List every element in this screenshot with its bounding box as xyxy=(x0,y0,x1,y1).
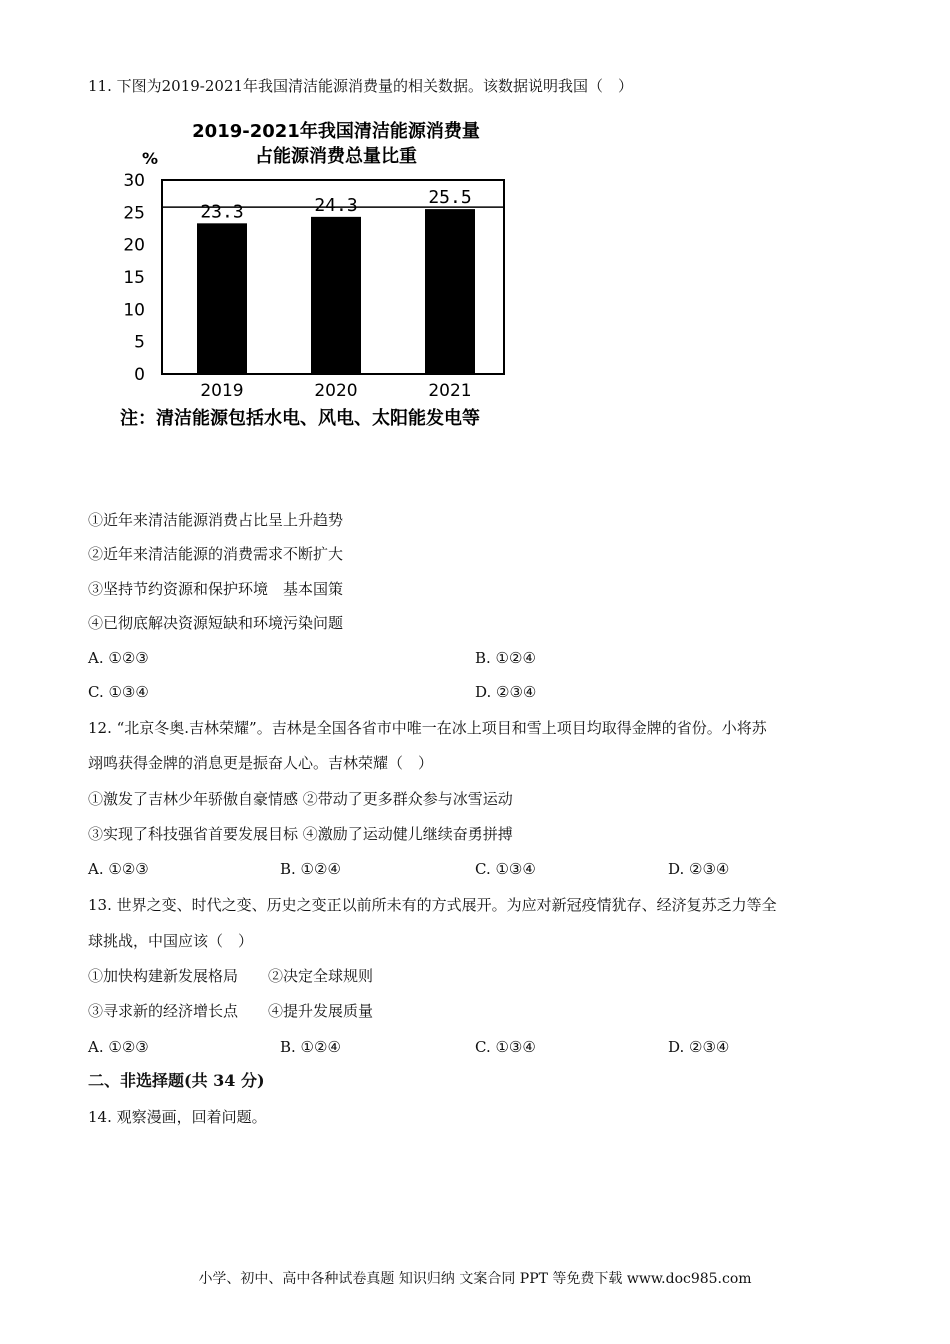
question-13-stem-line2: 球挑战，中国应该（ ） xyxy=(88,932,254,950)
y-tick-label: 0 xyxy=(134,365,145,385)
question-12-stem-line1: 12. “北京冬奥.吉林荣耀”。吉林是全国各省市中唯一在冰上项目和雪上项目均取得金牌的省份。小将苏 xyxy=(88,719,767,737)
q12-option-a: A. ①②③ xyxy=(88,860,149,878)
q13-items-line1: ①加快构建新发展格局 ②决定全球规则 xyxy=(88,967,374,985)
q12-option-d: D. ②③④ xyxy=(668,860,730,878)
bar-2020 xyxy=(311,217,361,374)
q12-items-line1: ①激发了吉林少年骄傲自豪情感 ②带动了更多群众参与冰雪运动 xyxy=(88,790,513,808)
y-tick-label: 25 xyxy=(123,203,145,224)
q11-option-c: C. ①③④ xyxy=(88,683,149,701)
q13-option-a: A. ①②③ xyxy=(88,1038,149,1056)
q12-option-b: B. ①②④ xyxy=(280,860,341,878)
question-11-stem: 11. 下图为2019-2021年我国清洁能源消费量的相关数据。该数据说明我国（ ） xyxy=(88,77,634,95)
bar-2019 xyxy=(197,223,247,374)
y-tick-label: 15 xyxy=(123,268,145,288)
q11-option-d: D. ②③④ xyxy=(475,683,537,701)
bar-value-label: 25.5 xyxy=(428,187,472,209)
chart-title-line2: 占能源消费总量比重 xyxy=(255,146,417,167)
x-tick-label: 2021 xyxy=(428,381,472,401)
y-tick-label: 30 xyxy=(123,171,145,191)
chart-note: 注：清洁能源包括水电、风电、太阳能发电等 xyxy=(120,408,480,429)
x-tick-label: 2020 xyxy=(314,381,358,401)
q11-option-a: A. ①②③ xyxy=(88,649,149,667)
q13-items-line2: ③寻求新的经济增长点 ④提升发展质量 xyxy=(88,1002,374,1020)
bar-value-label: 23.3 xyxy=(200,201,244,223)
q13-option-b: B. ①②④ xyxy=(280,1038,341,1056)
y-tick-label: 10 xyxy=(123,300,145,321)
q11-item-2: ②近年来清洁能源的消费需求不断扩大 xyxy=(88,545,344,563)
y-tick-label: 20 xyxy=(123,235,145,256)
question-13-stem-line1: 13. 世界之变、时代之变、历史之变正以前所未有的方式展开。为应对新冠疫情犹存、经济复苏乏力等全 xyxy=(88,896,777,914)
q13-option-d: D. ②③④ xyxy=(668,1038,730,1056)
q11-item-4: ④已彻底解决资源短缺和环境污染问题 xyxy=(88,614,344,632)
question-12-stem-line2: 翊鸣获得金牌的消息更是振奋人心。吉林荣耀（ ） xyxy=(88,754,434,772)
q13-option-c: C. ①③④ xyxy=(475,1038,536,1056)
q12-items-line2: ③实现了科技强省首要发展目标 ④激励了运动健儿继续奋勇拼搏 xyxy=(88,825,513,843)
q11-item-3: ③坚持节约资源和保护环境 基本国策 xyxy=(88,580,344,598)
clean-energy-bar-chart xyxy=(110,110,570,440)
q11-item-1: ①近年来清洁能源消费占比呈上升趋势 xyxy=(88,511,344,529)
y-axis-unit-label: % xyxy=(141,149,159,168)
section-2-heading: 二、非选择题(共 34 分) xyxy=(88,1071,265,1090)
bar-value-label: 24.3 xyxy=(314,194,358,216)
x-tick-label: 2019 xyxy=(200,381,244,401)
page-footer: 小学、初中、高中各种试卷真题 知识归纳 文案合同 PPT 等免费下载 www.doc985.com xyxy=(198,1271,752,1287)
bar-2021 xyxy=(425,209,475,374)
chart-title-line1: 2019-2021年我国清洁能源消费量 xyxy=(192,121,480,142)
q11-option-b: B. ①②④ xyxy=(475,649,536,667)
question-14-stem: 14. 观察漫画，回着问题。 xyxy=(88,1108,267,1126)
y-tick-label: 5 xyxy=(134,332,145,353)
q12-option-c: C. ①③④ xyxy=(475,860,536,878)
